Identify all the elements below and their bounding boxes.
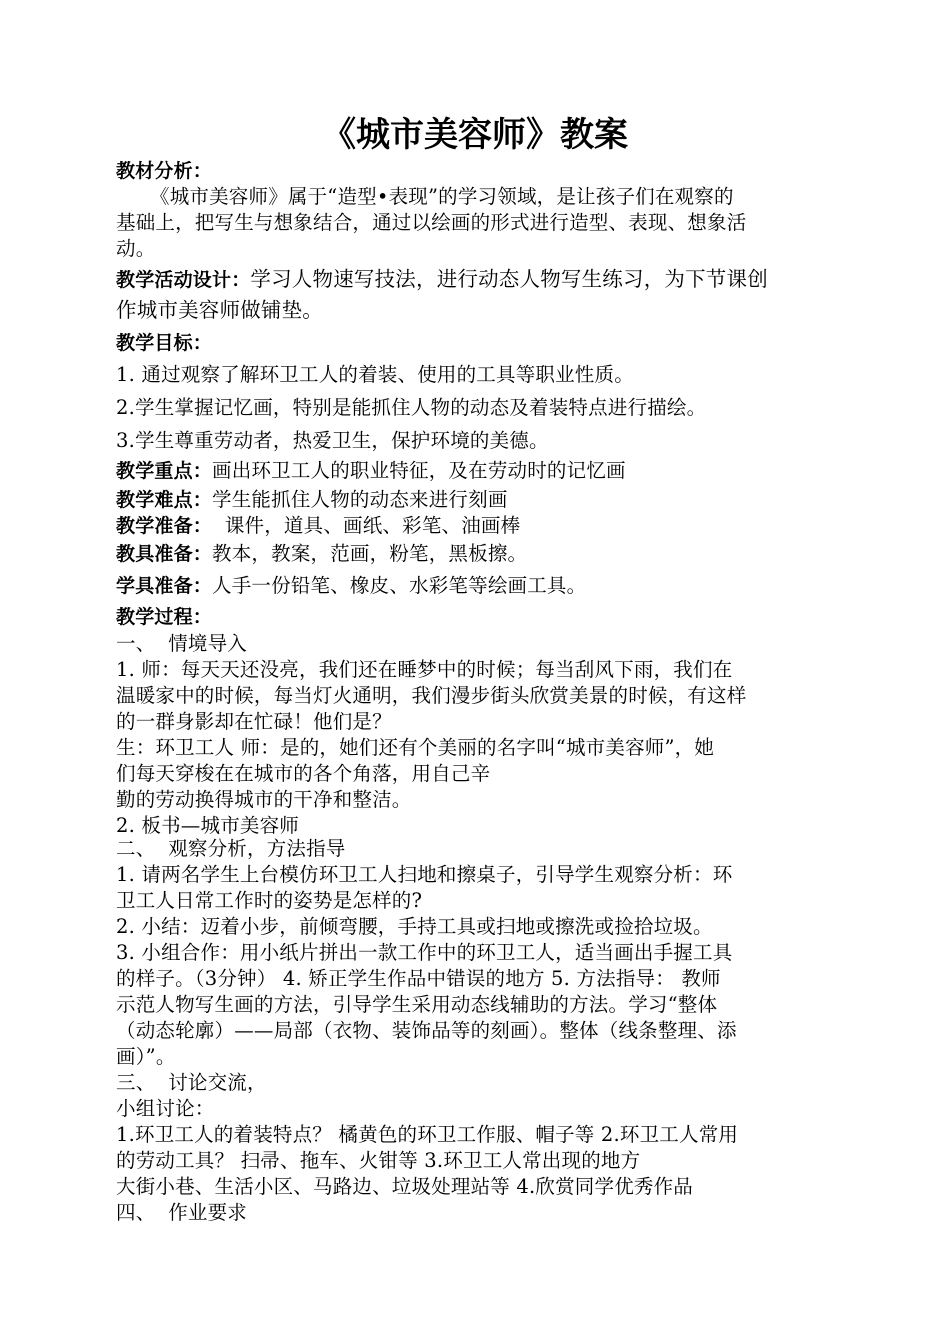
process-line: 的一群身影却在忙碌！他们是？ xyxy=(116,710,392,733)
teacher-tools-line xyxy=(116,541,836,567)
goal-item: 3.学生尊重劳动者，热爱卫生，保护环境的美德。 xyxy=(116,429,549,452)
process-line: 三、 讨论交流， xyxy=(116,1071,267,1094)
teacher-tools-heading: 教具准备： xyxy=(116,543,213,565)
process-line: 2. 板书—城市美容师 xyxy=(116,814,300,837)
key-point-text: 画出环卫工人的职业特征，及在劳动时的记忆画 xyxy=(212,459,626,482)
process-line: 1.环卫工人的着装特点？ 橘黄色的环卫工作服、帽子等 2.环卫工人常用 xyxy=(116,1123,739,1146)
process-line: 四、 作业要求 xyxy=(116,1201,247,1224)
process-line: 1. 请两名学生上台模仿环卫工人扫地和擦桌子，引导学生观察分析：环 xyxy=(116,863,733,886)
teaching-prep-text: 课件，道具、画纸、彩笔、油画棒 xyxy=(212,514,521,537)
process-line: 温暖家中的时候，每当灯火通明，我们漫步街头欣赏美景的时候，有这样 xyxy=(116,684,747,707)
process-line: 的样子。（3分钟） 4. 矫正学生作品中错误的地方 5. 方法指导： 教师 xyxy=(116,967,721,990)
material-heading: 教材分析： xyxy=(116,160,213,182)
key-point-line xyxy=(116,458,836,484)
difficulty-heading: 教学难点： xyxy=(116,489,213,511)
process-line: 卫工人日常工作时的姿势是怎样的? xyxy=(116,889,423,912)
student-tools-text: 人手一份铅笔、橡皮、水彩笔等绘画工具。 xyxy=(212,574,587,597)
process-line: 一、 情境导入 xyxy=(116,632,247,655)
teacher-tools-text: 教本，教案，范画，粉笔，黑板擦。 xyxy=(212,542,528,565)
process-line: 的劳动工具？ 扫帚、拖车、火钳等 3.环卫工人常出现的地方 xyxy=(116,1149,641,1172)
process-line: 2. 小结：迈着小步，前倾弯腰，手持工具或扫地或擦洗或捡拾垃圾。 xyxy=(116,915,713,938)
difficulty-text: 学生能抓住人物的动态来进行刻画 xyxy=(212,488,508,511)
process-line: 3. 小组合作：用小纸片拼出一款工作中的环卫工人，适当画出手握工具 xyxy=(116,941,733,964)
teaching-prep-line xyxy=(116,513,836,539)
process-line: 大街小巷、生活小区、马路边、垃圾处理站等 4.欣赏同学优秀作品 xyxy=(116,1175,694,1198)
key-point-heading: 教学重点： xyxy=(116,460,213,482)
student-tools-line xyxy=(116,573,836,599)
process-line: 生：环卫工人 师：是的，她们还有个美丽的名字叫“城市美容师”，她 xyxy=(116,736,715,759)
page-title: 《城市美容师》教案 xyxy=(322,115,628,155)
process-line: 勤的劳动换得城市的干净和整洁。 xyxy=(116,788,412,811)
process-line: （动态轮廓）——局部（衣物、装饰品等的刻画）。整体（线条整理、添 xyxy=(116,1019,737,1042)
process-line: 小组讨论： xyxy=(116,1097,215,1120)
process-heading: 教学过程： xyxy=(116,606,213,628)
paragraph-line: 基础上，把写生与想象结合，通过以绘画的形式进行造型、表现、想象活 xyxy=(116,211,747,234)
process-line: 二、 观察分析，方法指导 xyxy=(116,837,346,860)
goal-item: 1. 通过观察了解环卫工人的着装、使用的工具等职业性质。 xyxy=(116,363,634,386)
activity-text: 学习人物速写技法，进行动态人物写生练习，为下节课创 xyxy=(250,267,768,291)
process-line: 示范人物写生画的方法，引导学生采用动态线辅助的方法。学习“整体 xyxy=(116,993,718,1016)
student-tools-heading: 学具准备： xyxy=(116,575,213,597)
difficulty-line xyxy=(116,487,836,513)
activity-line-2: 作城市美容师做铺垫。 xyxy=(116,298,323,322)
paragraph-line: 动。 xyxy=(116,237,156,260)
activity-line xyxy=(116,266,836,293)
process-line: 们每天穿梭在在城市的各个角落，用自己辛 xyxy=(116,762,491,785)
activity-heading: 教学活动设计： xyxy=(116,269,251,291)
paragraph-line: 《城市美容师》属于“造型•表现”的学习领域，是让孩子们在观察的 xyxy=(150,185,734,208)
process-line: 1. 师：每天天还没亮，我们还在睡梦中的时候；每当刮风下雨，我们在 xyxy=(116,658,733,681)
goals-heading: 教学目标： xyxy=(116,332,213,354)
teaching-prep-heading: 教学准备： xyxy=(116,515,213,537)
goal-item: 2.学生掌握记忆画，特别是能抓住人物的动态及着装特点进行描绘。 xyxy=(116,396,707,419)
process-line: 画）”。 xyxy=(116,1045,176,1068)
